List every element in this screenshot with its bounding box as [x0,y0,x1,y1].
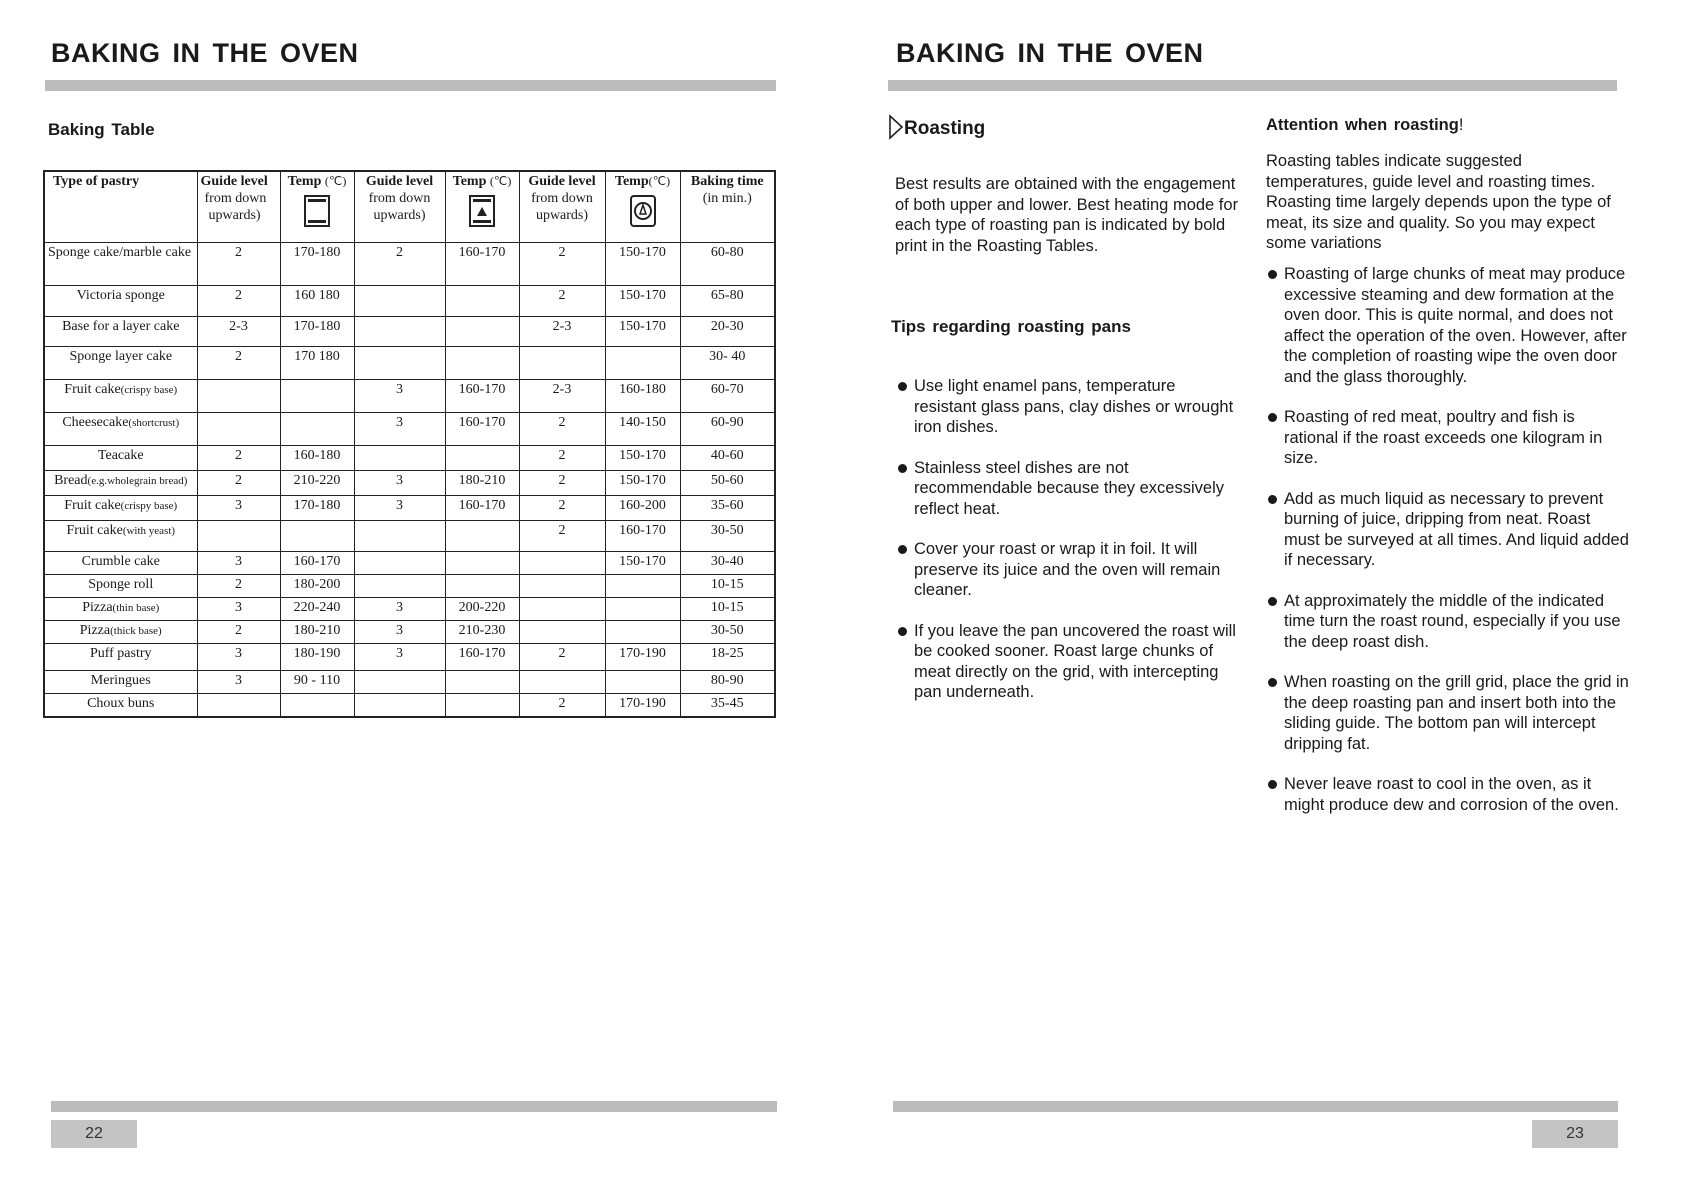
table-row [44,621,775,644]
list-item: Use light enamel pans, temperature resistant glass pans, clay dishes or wrought iron dishes. [896,376,1241,438]
right-page-title: BAKING IN THE OVEN [896,38,1204,68]
table-cell: 60-80 [680,243,775,286]
pastry-cell: Sponge roll [44,575,197,598]
pastry-cell: Base for a layer cake [44,317,197,347]
table-row [44,694,775,718]
table-cell: 210-220 [280,471,354,496]
table-cell [445,317,519,347]
table-row [44,552,775,575]
table-cell: 10-15 [680,575,775,598]
tips-list [896,376,1241,703]
table-row [44,446,775,471]
table-cell: 2-3 [197,317,280,347]
table-cell [354,521,445,552]
header-guide-level-1: Guide level from down upwards) [197,171,280,243]
table-cell: 170 180 [280,347,354,380]
table-cell: 150-170 [605,552,680,575]
table-cell [445,552,519,575]
tips-heading: Tips regarding roasting pans [891,317,1131,336]
bullet-icon [898,382,907,391]
pastry-cell: Fruit cake(with yeast) [44,521,197,552]
list-item: Cover your roast or wrap it in foil. It will preserve its juice and the oven will remain cleaner. [896,539,1241,601]
pastry-cell: Puff pastry [44,644,197,671]
pastry-cell: Choux buns [44,694,197,718]
left-footer-rule [51,1101,777,1112]
hot-air-fan-icon [629,194,657,228]
left-page-number: 22 [51,1120,137,1148]
table-cell: 140-150 [605,413,680,446]
header-temp-2: Temp (℃) [445,171,519,243]
table-cell: 170-190 [605,644,680,671]
pastry-cell: Meringues [44,671,197,694]
table-cell: 2 [197,347,280,380]
roasting-heading: Roasting [888,114,985,140]
table-cell [354,694,445,718]
table-cell [519,621,605,644]
table-cell [354,286,445,317]
table-cell: 80-90 [680,671,775,694]
pastry-cell: Sponge cake/marble cake [44,243,197,286]
table-cell: 2 [519,644,605,671]
table-cell: 2 [519,471,605,496]
table-cell: 180-210 [445,471,519,496]
table-cell [354,347,445,380]
table-cell: 50-60 [680,471,775,496]
table-row [44,471,775,496]
table-cell: 200-220 [445,598,519,621]
table-cell: 2-3 [519,317,605,347]
table-cell: 2 [519,413,605,446]
list-item: Never leave roast to cool in the oven, as it might produce dew and corrosion of the oven. [1266,774,1630,815]
table-cell: 65-80 [680,286,775,317]
table-cell: 160 180 [280,286,354,317]
table-cell: 150-170 [605,471,680,496]
pastry-cell: Pizza(thin base) [44,598,197,621]
list-item: Add as much liquid as necessary to prevent burning of juice, dripping from neat. Roast must be surveyed at all times. And liquid added if necessary. [1266,489,1630,571]
bullet-icon [1268,270,1277,279]
list-item: Roasting of red meat, poultry and fish is rational if the roast exceeds one kilogram in size. [1266,407,1630,469]
table-cell: 160-200 [605,496,680,521]
table-row [44,496,775,521]
table-cell: 30-50 [680,521,775,552]
header-guide-level-2: Guide level from down upwards) [354,171,445,243]
table-cell: 30-50 [680,621,775,644]
table-cell [519,671,605,694]
table-row [44,347,775,380]
table-cell [445,347,519,380]
table-cell [445,521,519,552]
table-cell [519,598,605,621]
table-row [44,413,775,446]
table-cell: 30-40 [680,552,775,575]
table-row [44,521,775,552]
list-item: If you leave the pan uncovered the roast will be cooked sooner. Roast large chunks of meat directly on the grid, with intercepting pan underneath. [896,621,1241,703]
table-cell: 150-170 [605,243,680,286]
table-cell: 3 [354,380,445,413]
roasting-intro: Best results are obtained with the engagement of both upper and lower. Best heating mode for each type of roasting pan is indicated by bold print in the Roasting Tables. [895,175,1239,255]
table-cell: 160-170 [445,644,519,671]
pastry-cell: Bread(e.g.wholegrain bread) [44,471,197,496]
table-header-row [44,171,775,243]
table-cell [354,552,445,575]
table-cell: 3 [354,413,445,446]
list-item: At approximately the middle of the indicated time turn the roast round, especially if you use the deep roast dish. [1266,591,1630,653]
table-cell [197,380,280,413]
table-row [44,286,775,317]
bullet-icon [1268,780,1277,789]
table-cell [354,317,445,347]
table-cell: 220-240 [280,598,354,621]
table-cell: 160-170 [280,552,354,575]
bullet-icon [898,464,907,473]
table-cell: 60-70 [680,380,775,413]
pastry-cell: Sponge layer cake [44,347,197,380]
right-footer-rule [893,1101,1618,1112]
table-cell: 160-180 [605,380,680,413]
table-row [44,671,775,694]
play-triangle-icon [888,114,904,140]
table-cell [280,413,354,446]
table-cell: 2 [197,471,280,496]
table-cell: 3 [197,598,280,621]
table-row [44,644,775,671]
table-cell: 3 [197,552,280,575]
table-cell: 2 [519,286,605,317]
table-cell: 160-170 [445,413,519,446]
table-cell: 3 [354,496,445,521]
table-cell: 3 [354,598,445,621]
table-cell: 150-170 [605,317,680,347]
table-cell: 30- 40 [680,347,775,380]
table-cell [445,694,519,718]
left-header-rule [45,80,776,91]
table-cell: 210-230 [445,621,519,644]
table-cell: 18-25 [680,644,775,671]
table-cell: 150-170 [605,286,680,317]
table-cell: 60-90 [680,413,775,446]
pastry-cell: Crumble cake [44,552,197,575]
table-row [44,598,775,621]
bullet-icon [1268,495,1277,504]
table-cell: 2 [519,446,605,471]
right-header-rule [888,80,1617,91]
fan-heat-icon [468,194,496,228]
table-row [44,317,775,347]
attention-intro: Roasting tables indicate suggested temperatures, guide level and roasting times. Roasting time largely depends upon the type of meat, its size and quality. So you may expect some variations [1266,152,1611,252]
table-cell: 3 [354,644,445,671]
table-cell [445,671,519,694]
table-row [44,243,775,286]
table-cell [197,694,280,718]
table-cell: 2 [197,621,280,644]
header-baking-time: Baking time (in min.) [680,171,775,243]
table-cell [605,347,680,380]
table-cell [519,347,605,380]
table-cell [519,575,605,598]
table-cell [280,380,354,413]
table-row [44,380,775,413]
table-cell: 180-190 [280,644,354,671]
attention-heading: Attention when roasting! [1266,116,1464,134]
table-cell: 2 [519,521,605,552]
bullet-icon [1268,597,1277,606]
table-cell: 3 [197,671,280,694]
table-cell [605,598,680,621]
baking-table-title: Baking Table [48,120,155,139]
table-cell: 3 [354,621,445,644]
header-guide-level-3: Guide level from down upwards) [519,171,605,243]
list-item: When roasting on the grill grid, place the grid in the deep roasting pan and insert both into the sliding guide. The bottom pan will intercept dripping fat. [1266,672,1630,754]
header-temp-3: Temp(℃) [605,171,680,243]
table-cell [445,446,519,471]
table-cell: 40-60 [680,446,775,471]
table-cell: 150-170 [605,446,680,471]
table-cell: 35-60 [680,496,775,521]
table-cell: 35-45 [680,694,775,718]
table-cell [280,521,354,552]
table-cell: 160-170 [445,496,519,521]
table-cell: 160-170 [445,380,519,413]
table-cell: 90 - 110 [280,671,354,694]
table-cell: 3 [197,644,280,671]
header-type-of-pastry: Type of pastry [44,171,197,243]
table-cell: 180-210 [280,621,354,644]
table-cell: 2 [197,446,280,471]
table-cell [605,671,680,694]
header-temp-1: Temp (℃) [280,171,354,243]
list-item: Stainless steel dishes are not recommendable because they excessively reflect heat. [896,458,1241,520]
table-cell: 2 [519,694,605,718]
bullet-icon [1268,678,1277,687]
attention-list [1266,264,1630,815]
table-cell [445,286,519,317]
pastry-cell: Fruit cake(crispy base) [44,496,197,521]
table-cell [605,575,680,598]
pastry-cell: Cheesecake(shortcrust) [44,413,197,446]
table-cell: 160-170 [605,521,680,552]
table-cell: 2 [197,286,280,317]
pastry-cell: Teacake [44,446,197,471]
table-cell: 2-3 [519,380,605,413]
table-cell: 2 [519,243,605,286]
table-cell: 2 [197,575,280,598]
table-cell [197,521,280,552]
table-cell: 3 [197,496,280,521]
table-cell [354,575,445,598]
baking-table-body [44,243,775,718]
table-cell [197,413,280,446]
table-cell: 2 [354,243,445,286]
table-cell [280,694,354,718]
table-cell: 2 [519,496,605,521]
list-item: Roasting of large chunks of meat may produce excessive steaming and dew formation at the oven door. This is quite normal, and does not affect the operation of the oven. However, after the completion of roasting wipe the oven door and the glass thoroughly. [1266,264,1630,387]
table-cell [445,575,519,598]
table-cell: 160-180 [280,446,354,471]
bullet-icon [898,545,907,554]
right-page-number: 23 [1532,1120,1618,1148]
bullet-icon [1268,413,1277,422]
baking-table [43,170,776,718]
table-cell [605,621,680,644]
table-cell: 160-170 [445,243,519,286]
pastry-cell: Victoria sponge [44,286,197,317]
table-cell: 10-15 [680,598,775,621]
table-cell: 170-180 [280,243,354,286]
left-page-title: BAKING IN THE OVEN [51,38,359,68]
table-cell: 170-190 [605,694,680,718]
table-cell [519,552,605,575]
pastry-cell: Fruit cake(crispy base) [44,380,197,413]
table-cell: 20-30 [680,317,775,347]
bullet-icon [898,627,907,636]
table-cell: 2 [197,243,280,286]
table-cell [354,446,445,471]
table-cell: 180-200 [280,575,354,598]
table-row [44,575,775,598]
table-cell: 3 [354,471,445,496]
table-cell: 170-180 [280,496,354,521]
table-cell [354,671,445,694]
pastry-cell: Pizza(thick base) [44,621,197,644]
top-bottom-heat-icon [303,194,331,228]
table-cell: 170-180 [280,317,354,347]
